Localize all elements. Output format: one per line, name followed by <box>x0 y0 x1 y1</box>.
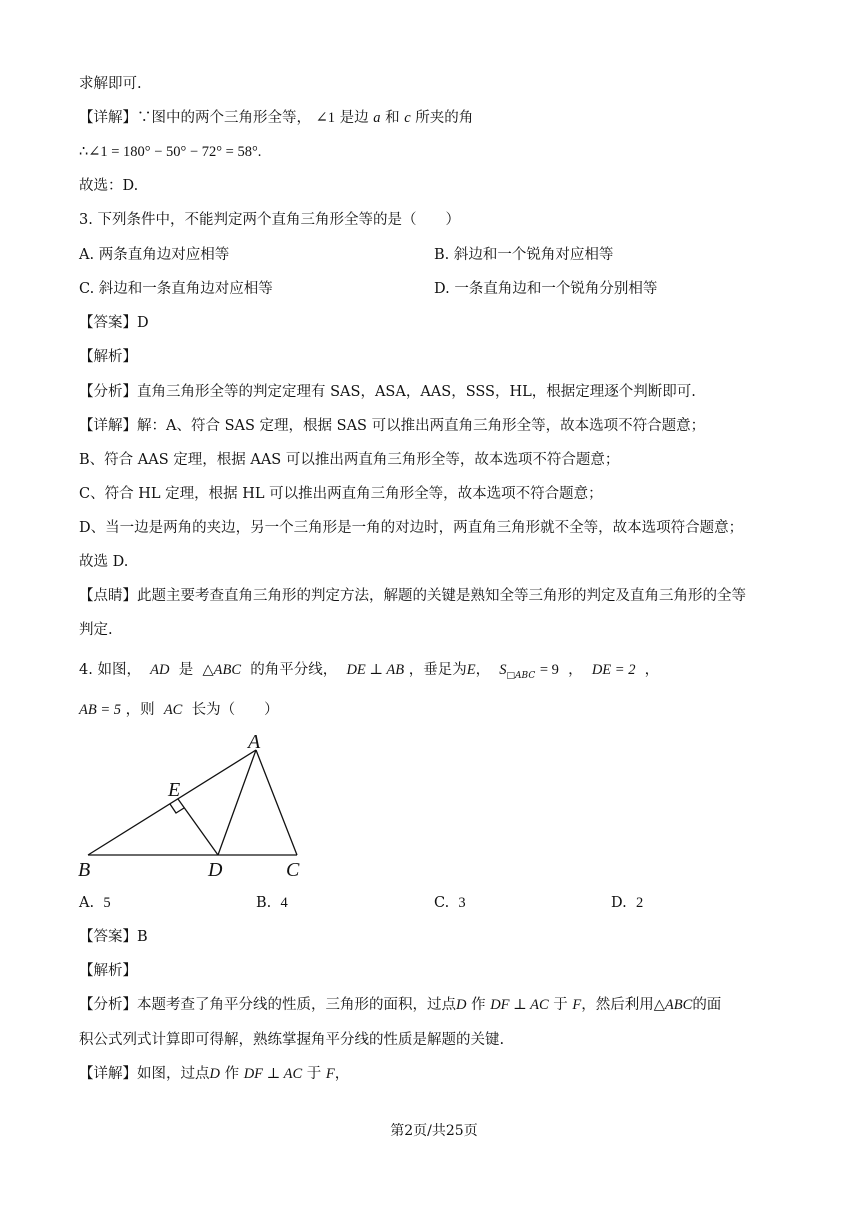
q4-option-c: C. 3 <box>434 895 466 911</box>
question-4-stem-cont: AB = 5 ，则 AC 长为（ ） <box>79 702 279 718</box>
q3-analysis: 【分析】直角三角形全等的判定定理有 SAS，ASA，AAS，SSS，HL，根据定理逐个判断即可. <box>79 384 696 400</box>
q3-option-c: C. 斜边和一条直角边对应相等 <box>79 281 273 297</box>
q4-answer: 【答案】B <box>79 929 148 945</box>
q3-detail-c: C、符合 HL 定理，根据 HL 可以推出两直角三角形全等，故本选项不符合题意； <box>79 486 603 502</box>
segment-ad <box>218 750 256 855</box>
label-b: B <box>78 859 91 881</box>
section-tag: 【详解】 <box>79 110 137 126</box>
segment-de <box>178 799 218 855</box>
q4-option-a: A. 5 <box>79 895 111 911</box>
q3-comment-cont: 判定. <box>79 622 113 638</box>
q4-analysis-cont: 积公式列式计算即可得解，熟练掌握角平分线的性质是解题的关键. <box>79 1032 505 1048</box>
page-footer: 第2页/共25页 <box>390 1123 478 1139</box>
q3-option-b: B. 斜边和一个锐角对应相等 <box>434 247 614 263</box>
equation-line: ∴∠1 = 180° − 50° − 72° = 58°. <box>79 144 262 160</box>
side-ac <box>256 750 297 855</box>
q3-analysis-heading: 【解析】 <box>79 349 137 365</box>
q3-comment: 【点睛】此题主要考查直角三角形的判定方法，解题的关键是熟知全等三角形的判定及直角三角形的全等 <box>79 588 746 604</box>
side-ab <box>88 750 256 855</box>
q3-detail-d: D、当一边是两角的夹边，另一个三角形是一角的对边时，两直角三角形就不全等，故本选项符合题意； <box>79 520 744 536</box>
q3-answer: 【答案】D <box>79 315 149 331</box>
label-a: A <box>248 731 261 753</box>
q4-option-d: D. 2 <box>611 895 644 911</box>
q3-option-a: A. 两条直角边对应相等 <box>79 247 230 263</box>
label-d: D <box>208 859 223 881</box>
detail-line: 【详解】∵图中的两个三角形全等， ∠1 是边 a 和 c 所夹的角 <box>79 110 474 126</box>
text-line: 故选：D. <box>79 178 139 194</box>
q4-option-b: B. 4 <box>256 895 288 911</box>
q4-analysis-heading: 【解析】 <box>79 963 137 979</box>
q4-analysis: 【分析】本题考查了角平分线的性质，三角形的面积，过点D 作 DF ⊥ AC 于 F，然后利用△ABC的面 <box>79 997 722 1013</box>
text-line: 求解即可. <box>79 76 142 92</box>
q3-detail: 【详解】解：A、符合 SAS 定理，根据 SAS 可以推出两直角三角形全等，故本选项不符合题意； <box>79 418 706 434</box>
question-4-stem: 4. 如图， AD 是 △ABC 的角平分线， DE ⊥ AB ，垂足为E， $S_{□ABC} = 9$ ， DE = 2 ， <box>79 662 660 681</box>
q3-selection: 故选 D. <box>79 554 129 570</box>
triangle-figure <box>70 728 330 888</box>
q3-option-d: D. 一条直角边和一个锐角分别相等 <box>434 281 658 297</box>
label-e: E <box>168 779 181 801</box>
label-c: C <box>286 859 300 881</box>
q3-detail-b: B、符合 AAS 定理，根据 AAS 可以推出两直角三角形全等，故本选项不符合题意； <box>79 452 620 468</box>
question-3-stem: 3. 下列条件中，不能判定两个直角三角形全等的是（ ） <box>79 212 460 228</box>
q4-detail: 【详解】如图，过点D 作 DF ⊥ AC 于 F， <box>79 1066 350 1082</box>
